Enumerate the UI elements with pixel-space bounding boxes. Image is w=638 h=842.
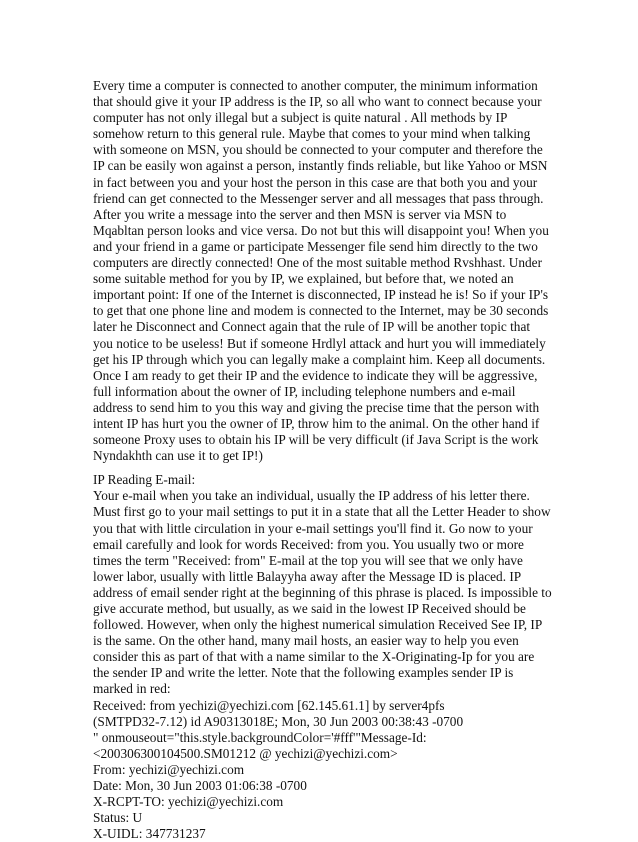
header-line-rcpt-to: X-RCPT-TO: yechizi@yechizi.com [93, 794, 284, 810]
header-line-onmouseout: " onmouseout="this.style.backgroundColor='#fff'"Message-Id: [93, 729, 427, 745]
header-line-status: Status: U [93, 810, 143, 826]
section-heading-ip-reading-email: IP Reading E-mail: [93, 472, 196, 488]
header-line-message-id: <200306300104500.SM01212 @ yechizi@yechizi.com> [93, 745, 398, 761]
header-line-date: Date: Mon, 30 Jun 2003 01:06:38 -0700 [93, 778, 307, 794]
email-header-example [93, 698, 553, 842]
header-line-from: From: yechizi@yechizi.com [93, 761, 245, 777]
header-line-smtpd: (SMTPD32-7.12) id A90313018E; Mon, 30 Jun 2003 00:38:43 -0700 [93, 713, 464, 729]
document-page [93, 78, 553, 842]
header-line-received: Received: from yechizi@yechizi.com [62.145.61.1] by server4pfs [93, 697, 445, 713]
body-paragraph-email-ip: Your e-mail when you take an individual, usually the IP address of his letter there. Must first go to your mail settings to put it in a state that all the Letter Header to show you that with little circulation in your e-mail settings you'll find it. Go now to your email carefully and look for words Received: from you. You usually two or more times the term "Received: from" E-mail at the top you will see that we only have lower labor, usually with little Balayyha away after the Message ID is placed. IP address of email sender right at the beginning of this phrase is placed. Is impossible to give accurate method, but usually, as we said in the lowest IP Received should be followed. However, when only the highest numerical simulation Received See IP, IP is the same. On the other hand, many mail hosts, an easier way to help you even consider this as part of that with a name similar to the X-Originating-Ip for you are the sender IP and write the letter. Note that the following examples sender IP is marked in red: [93, 488, 552, 697]
body-paragraph-msn-ip: Every time a computer is connected to another computer, the minimum information that should give it your IP address is the IP, so all who want to connect because your computer has not only illegal but a subject is quite natural . All methods by IP somehow return to this general rule. Maybe that comes to your mind when talking with someone on MSN, you should be connected to your computer and therefore the IP can be easily won against a person, instantly finds reliable, but like Yahoo or MSN in fact between you and your host the person in this case are that both you and your friend can get connected to the Messenger server and all messages that pass through. After you write a message into the server and then MSN is server via MSN to Mqabltan person looks and vice versa. Do not but this will disappoint you! When you and your friend in a game or participate Messenger file send him directly to the two computers are directly connected! One of the most suitable method Rvshhast. Under some suitable method for you by IP, we explained, but before that, we noted an important point: If one of the Internet is disconnected, IP instead he is! So if your IP's to get that one phone line and modem is connected to the Internet, may be 30 seconds later he Disconnect and Connect again that the rule of IP will be another topic that you notice to be useless! But if someone Hrdlyl attack and hurt you will immediately get his IP through which you can legally make a complaint him. Keep all documents. Once I am ready to get their IP and the evidence to indicate they will be aggressive, full information about the owner of IP, including telephone numbers and e-mail address to send him to you this way and giving the precise time that the person with intent IP has hurt you the owner of IP, throw him to the animal. On the other hand if someone Proxy uses to obtain his IP will be very difficult (if Java Script is the work Nyndakhth can use it to get IP!) [93, 78, 549, 464]
header-line-uidl: X-UIDL: 347731237 [93, 826, 206, 842]
